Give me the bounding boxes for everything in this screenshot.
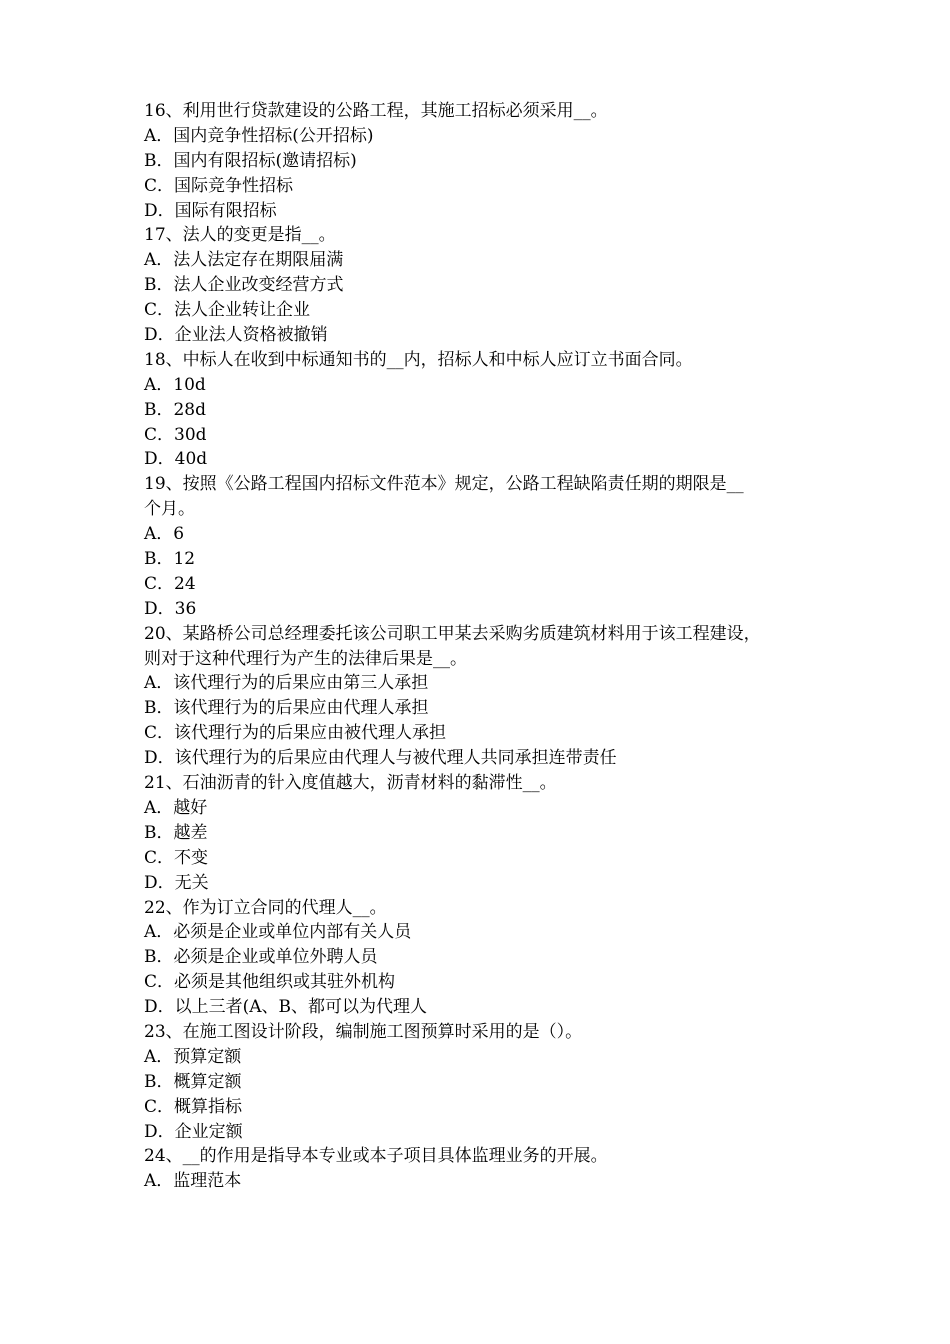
- question-18-text: 18、中标人在收到中标通知书的__内，招标人和中标人应订立书面合同。: [144, 349, 693, 370]
- option-b: B．必须是企业或单位外聘人员: [144, 947, 378, 968]
- option-d: D．无关: [144, 872, 209, 893]
- option-a: A．越好: [144, 797, 208, 818]
- option-b: B．概算定额: [144, 1071, 242, 1092]
- option-c: C．必须是其他组织或其驻外机构: [144, 972, 396, 993]
- question-17-text: 17、法人的变更是指__。: [144, 225, 336, 246]
- question-19-text-line1: 19、按照《公路工程国内招标文件范本》规定，公路工程缺陷责任期的期限是__: [144, 474, 744, 495]
- question-20-text-line1: 20、某路桥公司总经理委托该公司职工甲某去采购劣质建筑材料用于该工程建设，: [144, 623, 761, 644]
- question-24-text: 24、__的作用是指导本专业或本子项目具体监理业务的开展。: [144, 1146, 608, 1167]
- option-c: C．国际竞争性招标: [144, 175, 294, 196]
- option-d: D．40d: [144, 449, 208, 470]
- question-16-text: 16、利用世行贷款建设的公路工程，其施工招标必须采用__。: [144, 101, 608, 121]
- option-c: C．法人企业转让企业: [144, 300, 311, 321]
- option-a: A．必须是企业或单位内部有关人员: [144, 922, 412, 943]
- option-d: D．该代理行为的后果应由代理人与被代理人共同承担连带责任: [144, 748, 617, 769]
- question-23-text: 23、在施工图设计阶段，编制施工图预算时采用的是（）。: [144, 1021, 583, 1042]
- option-c: C．24: [144, 573, 196, 594]
- question-22-text: 22、作为订立合同的代理人__。: [144, 897, 387, 918]
- option-c: C．30d: [144, 424, 207, 445]
- option-a: A．法人法定存在期限届满: [144, 250, 344, 271]
- option-b: B．法人企业改变经营方式: [144, 275, 344, 296]
- option-a: A．国内竞争性招标(公开招标): [144, 125, 374, 146]
- option-b: B．28d: [144, 399, 207, 420]
- option-d: D．国际有限招标: [144, 200, 277, 221]
- option-c: C．不变: [144, 847, 209, 868]
- option-c: C．该代理行为的后果应由被代理人承担: [144, 723, 447, 744]
- option-b: B．12: [144, 549, 196, 570]
- option-c: C．概算指标: [144, 1096, 243, 1117]
- option-d: D．36: [144, 598, 197, 619]
- option-a: A．该代理行为的后果应由第三人承担: [144, 673, 429, 694]
- option-b: B．国内有限招标(邀请招标): [144, 150, 357, 171]
- option-a: A．预算定额: [144, 1046, 242, 1067]
- option-b: B．该代理行为的后果应由代理人承担: [144, 698, 429, 719]
- question-21-text: 21、石油沥青的针入度值越大，沥青材料的黏滞性__。: [144, 773, 557, 794]
- question-20-text-line2: 则对于这种代理行为产生的法律后果是__。: [144, 648, 467, 669]
- option-d: D．以上三者(A、B、都可以为代理人: [144, 997, 428, 1018]
- option-d: D．企业定额: [144, 1121, 243, 1142]
- option-a: A．10d: [144, 374, 206, 395]
- option-b: B．越差: [144, 822, 208, 843]
- option-a: A．监理范本: [144, 1171, 242, 1192]
- option-d: D．企业法人资格被撤销: [144, 325, 328, 346]
- exam-questions: [144, 99, 814, 1194]
- option-a: A．6: [144, 524, 185, 545]
- question-19-text-line2: 个月。: [144, 499, 195, 520]
